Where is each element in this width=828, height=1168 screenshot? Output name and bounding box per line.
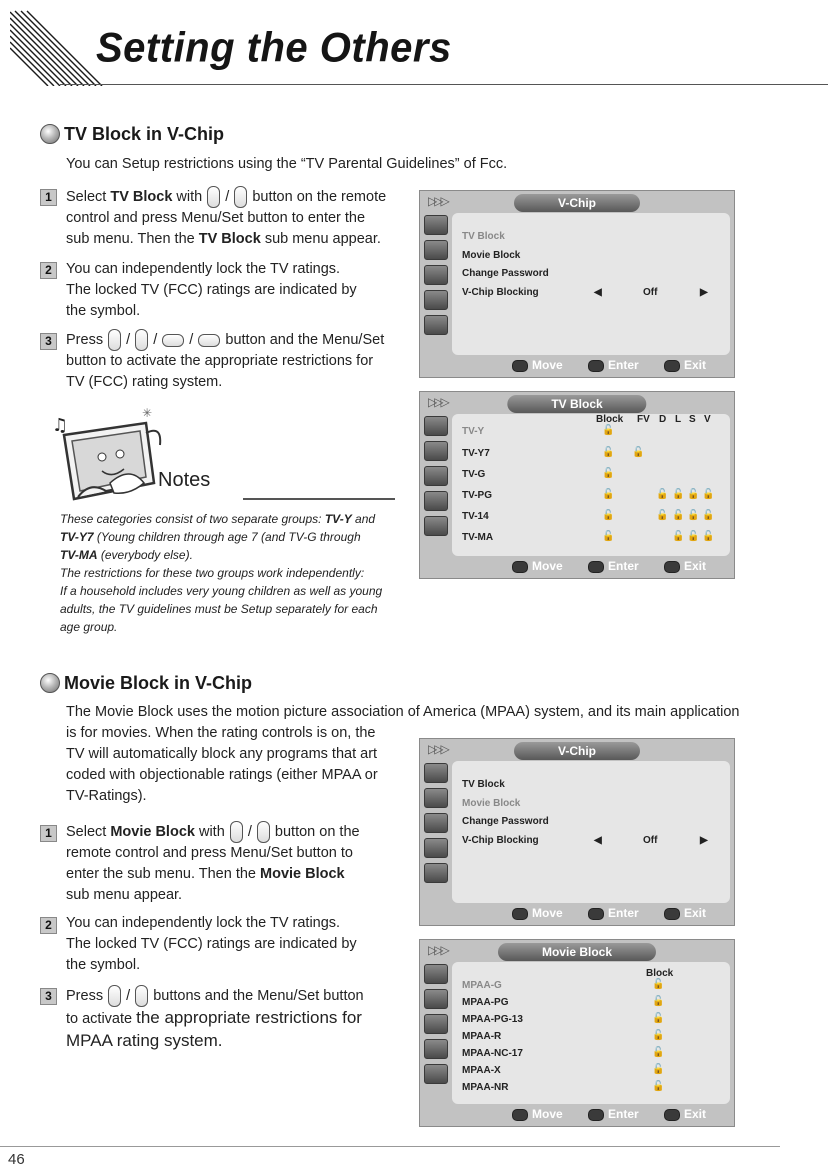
lock-icon[interactable]: 🔓 — [672, 489, 685, 500]
down-button-icon — [135, 329, 148, 351]
step-number: 1 — [40, 189, 57, 206]
tv-block-step-1: Select TV Block with / button on the remote control and press Menu/Set button to enter the sub menu. Then the TV Block sub menu appear. — [66, 186, 396, 250]
picture-menu-icon[interactable] — [424, 215, 448, 235]
lock-icon[interactable]: 🔓 — [687, 510, 700, 521]
move-hint: Move — [512, 559, 563, 573]
up-button-icon — [230, 821, 243, 843]
menu-item-change-password[interactable]: Change Password — [462, 268, 549, 279]
rating-row-mpaa-r[interactable]: MPAA-R — [462, 1031, 502, 1042]
lock-icon[interactable]: 🔓 — [687, 531, 700, 542]
up-button-icon — [108, 985, 121, 1007]
timer-menu-icon[interactable] — [424, 838, 448, 858]
column-header: FV — [637, 414, 650, 425]
osd-body — [452, 962, 730, 1104]
page-number: 46 — [8, 1151, 25, 1168]
lock-icon[interactable]: 🔓 — [602, 447, 615, 458]
lock-icon[interactable]: 🔓 — [702, 531, 715, 542]
osd-movie-block-menu — [419, 939, 735, 1127]
menu-item-change-password[interactable]: Change Password — [462, 816, 549, 827]
osd-title: Movie Block — [498, 943, 656, 961]
osd-arrows-icon: ▷▷▷ — [428, 742, 447, 756]
rating-row-mpaa-pg-13[interactable]: MPAA-PG-13 — [462, 1014, 523, 1025]
exit-hint: Exit — [664, 906, 706, 920]
move-hint: Move — [512, 906, 563, 920]
lock-icon[interactable]: 🔓 — [652, 996, 665, 1007]
lock-icon[interactable]: 🔓 — [652, 979, 665, 990]
menu-item-tv-block[interactable]: TV Block — [462, 779, 505, 790]
section-bullet-icon — [40, 124, 60, 144]
column-header: Block — [646, 968, 674, 979]
column-header: V — [704, 414, 711, 425]
lock-icon[interactable]: 🔓 — [602, 531, 615, 542]
exit-hint: Exit — [664, 1107, 706, 1121]
movie-block-step-2: You can independently lock the TV ratings. The locked TV (FCC) ratings are indicated by the symbol. — [66, 915, 357, 973]
lock-icon[interactable]: 🔓 — [702, 489, 715, 500]
picture-menu-icon[interactable] — [424, 416, 448, 436]
right-button-icon — [198, 334, 220, 347]
picture-menu-icon[interactable] — [424, 964, 448, 984]
column-header: S — [689, 414, 696, 425]
lock-icon[interactable]: 🔓 — [656, 489, 669, 500]
osd-side-icons — [424, 215, 448, 340]
page-title: Setting the Others — [96, 24, 452, 72]
lock-icon[interactable]: 🔓 — [602, 510, 615, 521]
osd-vchip-menu — [419, 190, 735, 378]
osd-body — [452, 414, 730, 556]
move-icon — [512, 908, 528, 920]
setup-menu-icon[interactable] — [424, 863, 448, 883]
timer-menu-icon[interactable] — [424, 290, 448, 310]
column-header: D — [659, 414, 667, 425]
step-number: 3 — [40, 333, 57, 350]
tools-menu-icon[interactable] — [424, 1014, 448, 1034]
vchip-blocking-value: Off — [643, 835, 658, 846]
enter-hint: Enter — [588, 906, 639, 920]
rating-row-mpaa-nc-17[interactable]: MPAA-NC-17 — [462, 1048, 523, 1059]
lock-icon[interactable]: 🔓 — [652, 1064, 665, 1075]
rating-row-tv-y7[interactable]: TV-Y7 — [462, 448, 490, 459]
lock-icon[interactable]: 🔓 — [652, 1047, 665, 1058]
lock-icon[interactable]: 🔓 — [602, 489, 615, 500]
osd-arrows-icon: ▷▷▷ — [428, 194, 447, 208]
svg-text:✳: ✳ — [142, 406, 153, 420]
down-button-icon — [257, 821, 270, 843]
exit-icon — [664, 561, 680, 573]
right-arrow-icon[interactable]: ▶ — [700, 287, 708, 298]
section-bullet-icon — [40, 673, 60, 693]
osd-title: V-Chip — [514, 194, 640, 212]
step-number: 3 — [40, 988, 57, 1005]
step-number: 2 — [40, 917, 57, 934]
tv-block-step-3: Press / / / button and the Menu/Set button to activate the appropriate restrictions for TV (FCC) rating system. — [66, 329, 396, 393]
column-header: Block — [596, 414, 624, 425]
rating-row-tv-y[interactable]: TV-Y — [462, 426, 485, 437]
tv-block-step-2: You can independently lock the TV ratings. The locked TV (FCC) ratings are indicated by the symbol. — [66, 261, 357, 319]
move-icon — [512, 360, 528, 372]
enter-icon — [588, 561, 604, 573]
up-button-icon — [108, 329, 121, 351]
sound-menu-icon[interactable] — [424, 989, 448, 1009]
osd-vchip-menu-2 — [419, 738, 735, 926]
up-button-icon — [207, 186, 220, 208]
svg-text:♫: ♫ — [52, 415, 69, 436]
down-button-icon — [135, 985, 148, 1007]
enter-icon — [588, 360, 604, 372]
lock-icon[interactable]: 🔓 — [632, 447, 645, 458]
rating-row-mpaa-nr[interactable]: MPAA-NR — [462, 1082, 509, 1093]
tools-menu-icon[interactable] — [424, 265, 448, 285]
header-hatch-decoration — [10, 8, 105, 86]
left-arrow-icon[interactable]: ◀ — [594, 835, 602, 846]
picture-menu-icon[interactable] — [424, 763, 448, 783]
vchip-blocking-value: Off — [643, 287, 658, 298]
osd-body — [452, 761, 730, 903]
osd-arrows-icon: ▷▷▷ — [428, 395, 447, 409]
lock-icon[interactable]: 🔓 — [652, 1030, 665, 1041]
tools-menu-icon[interactable] — [424, 813, 448, 833]
exit-hint: Exit — [664, 358, 706, 372]
left-arrow-icon[interactable]: ◀ — [594, 287, 602, 298]
sound-menu-icon[interactable] — [424, 240, 448, 260]
lock-icon[interactable]: 🔓 — [602, 425, 615, 436]
notes-label: Notes — [158, 469, 211, 491]
movie-block-step-1: Select Movie Block with / button on the remote control and press Menu/Set button to enter the sub menu. Then the Movie Block sub menu appear. — [66, 821, 406, 906]
move-icon — [512, 1109, 528, 1121]
rating-row-tv-14[interactable]: TV-14 — [462, 511, 489, 522]
step-number: 2 — [40, 262, 57, 279]
osd-tv-block-menu — [419, 391, 735, 579]
notes-text: These categories consist of two separate groups: TV-Y and TV-Y7 (Young children through age 7 (and TV-G through TV-MA (everybody else). The restrictions for these two groups work independently: If a household includes very young children as well as young adults, the TV guidelines must be Setup separately for each age group. — [60, 512, 383, 634]
exit-icon — [664, 908, 680, 920]
osd-side-icons — [424, 763, 448, 888]
column-header: L — [675, 414, 682, 425]
setup-menu-icon[interactable] — [424, 315, 448, 335]
rating-row-mpaa-g[interactable]: MPAA-G — [462, 980, 502, 991]
enter-hint: Enter — [588, 358, 639, 372]
lock-icon[interactable]: 🔓 — [672, 531, 685, 542]
rating-row-mpaa-pg[interactable]: MPAA-PG — [462, 997, 509, 1008]
tools-menu-icon[interactable] — [424, 466, 448, 486]
lock-icon[interactable]: 🔓 — [656, 510, 669, 521]
lock-icon[interactable]: 🔓 — [687, 489, 700, 500]
sound-menu-icon[interactable] — [424, 441, 448, 461]
osd-title: TV Block — [507, 395, 646, 413]
tv-block-intro: You can Setup restrictions using the “TV Parental Guidelines” of Fcc. — [66, 156, 508, 172]
enter-icon — [588, 1109, 604, 1121]
notes-divider — [243, 498, 395, 500]
rating-row-tv-pg[interactable]: TV-PG — [462, 490, 493, 501]
lock-icon[interactable]: 🔓 — [652, 1081, 665, 1092]
section-heading-movie-block: Movie Block in V-Chip — [64, 673, 253, 693]
osd-title: V-Chip — [514, 742, 640, 760]
rating-row-tv-ma[interactable]: TV-MA — [462, 532, 494, 543]
lock-icon[interactable]: 🔓 — [672, 510, 685, 521]
menu-item-tv-block[interactable]: TV Block — [462, 231, 505, 242]
osd-body — [452, 213, 730, 355]
exit-hint: Exit — [664, 559, 706, 573]
move-hint: Move — [512, 1107, 563, 1121]
menu-item-movie-block[interactable]: Movie Block — [462, 798, 521, 809]
left-button-icon — [162, 334, 184, 347]
enter-hint: Enter — [588, 1107, 639, 1121]
title-divider — [60, 84, 828, 85]
right-arrow-icon[interactable]: ▶ — [700, 835, 708, 846]
lock-icon[interactable]: 🔓 — [702, 510, 715, 521]
down-button-icon — [234, 186, 247, 208]
step-number: 1 — [40, 825, 57, 842]
lock-icon[interactable]: 🔓 — [652, 1013, 665, 1024]
osd-side-icons — [424, 416, 448, 541]
movie-block-step-3: Press / buttons and the Menu/Set button to activate the appropriate restrictions for MPAA rating system. — [66, 985, 406, 1051]
move-hint: Move — [512, 358, 563, 372]
move-icon — [512, 561, 528, 573]
osd-side-icons — [424, 964, 448, 1089]
section-heading-tv-block: TV Block in V-Chip — [64, 124, 225, 144]
enter-icon — [588, 908, 604, 920]
rating-row-mpaa-x[interactable]: MPAA-X — [462, 1065, 501, 1076]
menu-item-vchip-blocking[interactable]: V-Chip Blocking — [462, 287, 539, 298]
exit-icon — [664, 1109, 680, 1121]
movie-block-intro: The Movie Block uses the motion picture association of America (MPAA) system, and its main application is for movies. When the rating controls is on, the TV will automatically block any programs that art coded with objectionable ratings (either MPAA or TV-Ratings). — [66, 704, 740, 804]
exit-icon — [664, 360, 680, 372]
footer-divider — [0, 1146, 780, 1147]
lock-icon[interactable]: 🔓 — [602, 468, 615, 479]
timer-menu-icon[interactable] — [424, 1039, 448, 1059]
setup-menu-icon[interactable] — [424, 516, 448, 536]
rating-row-tv-g[interactable]: TV-G — [462, 469, 486, 480]
menu-item-movie-block[interactable]: Movie Block — [462, 250, 521, 261]
setup-menu-icon[interactable] — [424, 1064, 448, 1084]
enter-hint: Enter — [588, 559, 639, 573]
timer-menu-icon[interactable] — [424, 491, 448, 511]
osd-arrows-icon: ▷▷▷ — [428, 943, 447, 957]
menu-item-vchip-blocking[interactable]: V-Chip Blocking — [462, 835, 539, 846]
sound-menu-icon[interactable] — [424, 788, 448, 808]
